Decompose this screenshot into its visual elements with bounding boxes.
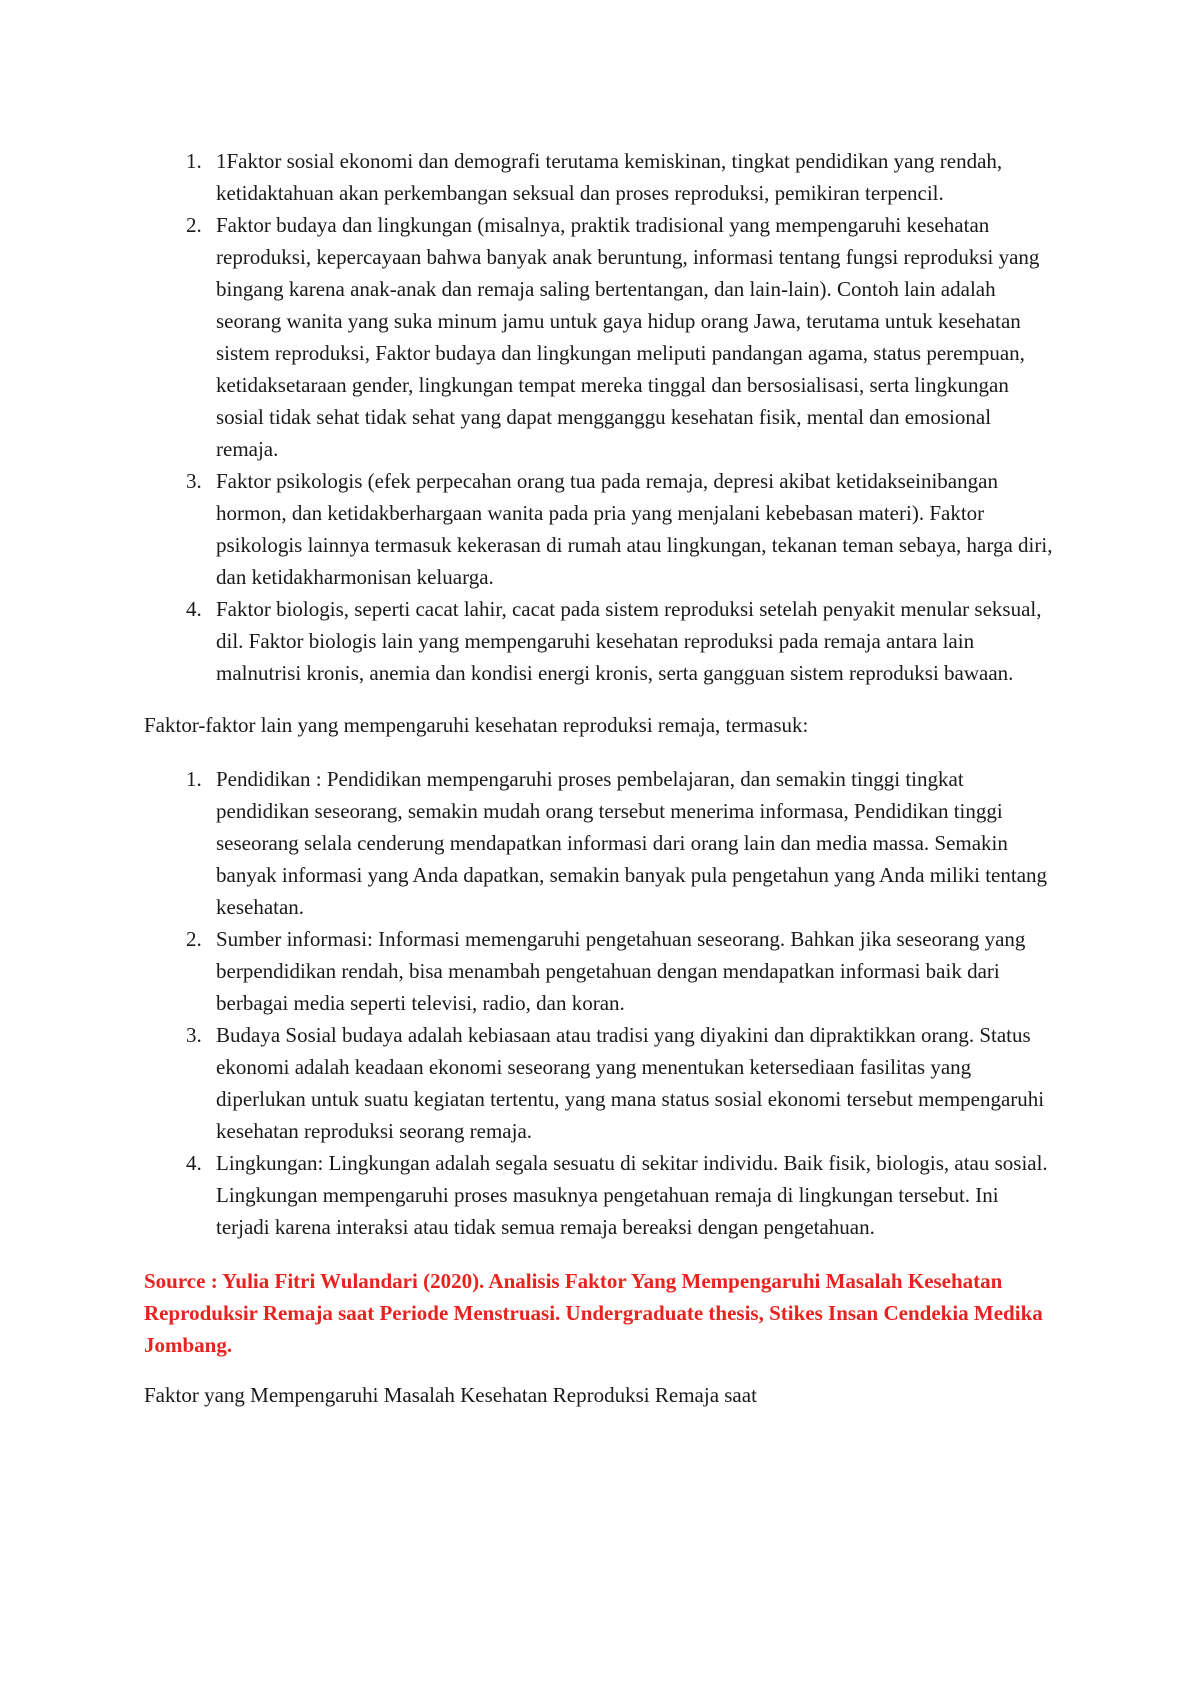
factor-list-secondary bbox=[144, 763, 1054, 1243]
list-item-text: 1Faktor sosial ekonomi dan demografi terutama kemiskinan, tingkat pendidikan yang rendah, ketidaktahuan akan perkembangan seksual dan proses reproduksi, pemikiran terpencil. bbox=[216, 149, 1003, 205]
list-item bbox=[144, 1019, 1054, 1147]
trailing-paragraph: Faktor yang Mempengaruhi Masalah Kesehatan Reproduksi Remaja saat bbox=[144, 1383, 757, 1407]
list-item bbox=[144, 593, 1054, 689]
list-number: 2. bbox=[186, 927, 202, 951]
list-item-text: Budaya Sosial budaya adalah kebiasaan atau tradisi yang diyakini dan dipraktikkan orang. Status ekonomi adalah keadaan ekonomi seseorang yang menentukan ketersediaan fasilitas yang diperlukan untuk suatu kegiatan tertentu, yang mana status sosial ekonomi tersebut mempengaruhi kesehatan reproduksi seorang remaja. bbox=[216, 1023, 1045, 1143]
list-number: 4. bbox=[186, 597, 202, 621]
source-citation: Source : Yulia Fitri Wulandari (2020). Analisis Faktor Yang Mempengaruhi Masalah Kesehatan Reproduksir Remaja saat Periode Menstruasi. Undergraduate thesis, Stikes Insan Cendekia Medika Jombang. bbox=[144, 1269, 1043, 1357]
list-item bbox=[144, 1147, 1054, 1243]
list-item-text: Faktor psikologis (efek perpecahan orang tua pada remaja, depresi akibat ketidakseinibangan hormon, dan ketidakberhargaan wanita pada pria yang menjalani kebebasan materi). Faktor psikologis lainnya termasuk kekerasan di rumah atau lingkungan, tekanan teman sebaya, harga diri, dan ketidakharmonisan keluarga. bbox=[216, 469, 1053, 589]
list-number: 3. bbox=[186, 469, 202, 493]
list-number: 3. bbox=[186, 1023, 202, 1047]
list-number: 4. bbox=[186, 1151, 202, 1175]
list-item bbox=[144, 465, 1054, 593]
factor-list-primary bbox=[144, 145, 1054, 689]
list-item-text: Faktor budaya dan lingkungan (misalnya, praktik tradisional yang mempengaruhi kesehatan reproduksi, kepercayaan bahwa banyak anak beruntung, informasi tentang fungsi reproduksi yang bingang karena anak-anak dan remaja saling bertentangan, dan lain-lain). Contoh lain adalah seorang wanita yang suka minum jamu untuk gaya hidup orang Jawa, terutama untuk kesehatan sistem reproduksi, Faktor budaya dan lingkungan meliputi pandangan agama, status perempuan, ketidaksetaraan gender, lingkungan tempat mereka tinggal dan bersosialisasi, serta lingkungan sosial tidak sehat tidak sehat yang dapat mengganggu kesehatan fisik, mental dan emosional remaja. bbox=[216, 213, 1040, 461]
list-item-text: Lingkungan: Lingkungan adalah segala sesuatu di sekitar individu. Baik fisik, biologis, atau sosial. Lingkungan mempengaruhi proses masuknya pengetahuan remaja di lingkungan tersebut. Ini terjadi karena interaksi atau tidak semua remaja bereaksi dengan pengetahuan. bbox=[216, 1151, 1048, 1239]
intro-paragraph: Faktor-faktor lain yang mempengaruhi kesehatan reproduksi remaja, termasuk: bbox=[144, 713, 809, 737]
list-number: 1. bbox=[186, 149, 202, 173]
list-number: 2. bbox=[186, 213, 202, 237]
list-number: 1. bbox=[186, 767, 202, 791]
list-item-text: Faktor biologis, seperti cacat lahir, cacat pada sistem reproduksi setelah penyakit menular seksual, dil. Faktor biologis lain yang mempengaruhi kesehatan reproduksi pada remaja antara lain malnutrisi kronis, anemia dan kondisi energi kronis, serta gangguan sistem reproduksi bawaan. bbox=[216, 597, 1042, 685]
list-item-text: Pendidikan : Pendidikan mempengaruhi proses pembelajaran, dan semakin tinggi tingkat pendidikan seseorang, semakin mudah orang tersebut menerima informasa, Pendidikan tinggi seseorang selala cenderung mendapatkan informasi dari orang lain dan media massa. Semakin banyak informasi yang Anda dapatkan, semakin banyak pula pengetahun yang Anda miliki tentang kesehatan. bbox=[216, 767, 1048, 919]
list-item bbox=[144, 923, 1054, 1019]
document-page bbox=[144, 145, 1054, 1411]
list-item-text: Sumber informasi: Informasi memengaruhi pengetahuan seseorang. Bahkan jika seseorang yang berpendidikan rendah, bisa menambah pengetahuan dengan mendapatkan informasi baik dari berbagai media seperti televisi, radio, dan koran. bbox=[216, 927, 1026, 1015]
list-item bbox=[144, 763, 1054, 923]
list-item bbox=[144, 209, 1054, 465]
list-item bbox=[144, 145, 1054, 209]
